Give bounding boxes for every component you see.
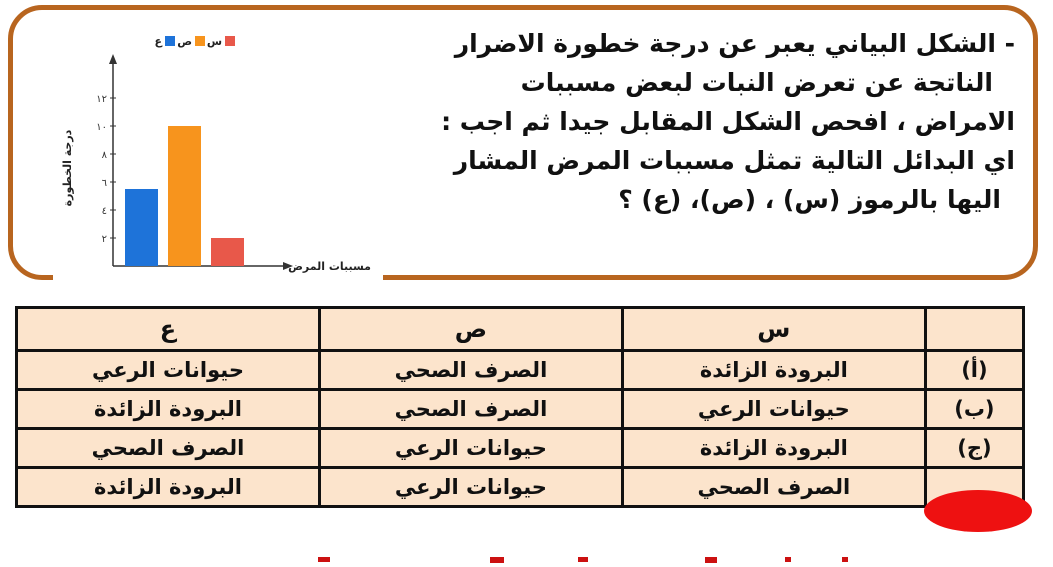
legend-label: س (206, 35, 222, 48)
option-label[interactable]: (ب) (925, 390, 1023, 429)
red-fragment (785, 557, 791, 562)
table-row[interactable] (17, 351, 1024, 390)
table-row[interactable] (17, 390, 1024, 429)
question-line: - الشكل البياني يعبر عن درجة خطورة الاضرار (454, 29, 1015, 58)
legend-swatch (225, 36, 235, 46)
question-line: اي البدائل التالية تمثل مسببات المرض المشار (453, 146, 1015, 175)
table-cell: حيوانات الرعي (17, 351, 320, 390)
option-label[interactable]: (أ) (925, 351, 1023, 390)
legend-swatch (195, 36, 205, 46)
table-row[interactable] (17, 429, 1024, 468)
header-cell-option (925, 308, 1023, 351)
bar-3 (211, 238, 244, 266)
red-fragment (705, 557, 717, 563)
red-fragment (490, 557, 504, 563)
bar-chart-svg (53, 22, 383, 282)
legend-swatch (165, 36, 175, 46)
question-line: الامراض ، افحص الشكل المقابل جيدا ثم اجب : (441, 107, 1015, 136)
legend-label: ع (154, 35, 162, 48)
option-label[interactable]: (ج) (925, 429, 1023, 468)
cropped-text-fragments (0, 557, 1053, 567)
header-cell-ain: ع (17, 308, 320, 351)
y-axis-label: درجة الخطورة (61, 129, 74, 207)
legend-label: ص (177, 35, 192, 48)
red-fragment (842, 557, 848, 562)
question-text (375, 24, 1015, 219)
table-cell: حيوانات الرعي (622, 390, 925, 429)
header-cell-s: س (622, 308, 925, 351)
table-cell: الصرف الصحي (319, 390, 622, 429)
question-line: اليها بالرموز (س) ، (ص)، (ع) ؟ (618, 185, 1001, 214)
x-axis-label: مسببات المرض (288, 260, 371, 273)
table-cell: البرودة الزائدة (17, 390, 320, 429)
table-cell: الصرف الصحي (319, 351, 622, 390)
table-cell: البرودة الزائدة (17, 468, 320, 507)
question-frame (8, 5, 1038, 280)
red-fragment (318, 557, 330, 562)
y-tick-label: ٤ (101, 206, 107, 217)
table-cell: البرودة الزائدة (622, 351, 925, 390)
red-fragment (578, 557, 588, 562)
table-header-row (17, 308, 1024, 351)
y-tick-label: ٢ (101, 234, 107, 245)
header-cell-sad: ص (319, 308, 622, 351)
y-tick-label: ١٢ (96, 94, 107, 105)
bar-1 (125, 189, 158, 266)
table-cell: الصرف الصحي (17, 429, 320, 468)
bar-chart (53, 22, 383, 282)
y-tick-label: ٦ (101, 178, 107, 189)
answer-table (15, 306, 1025, 508)
y-tick-label: ١٠ (96, 122, 107, 133)
answer-highlight-mark[interactable] (924, 490, 1032, 532)
y-tick-label: ٨ (101, 150, 107, 161)
table-cell: حيوانات الرعي (319, 429, 622, 468)
table-cell: الصرف الصحي (622, 468, 925, 507)
table-cell: حيوانات الرعي (319, 468, 622, 507)
bar-2 (168, 126, 201, 266)
table-cell: البرودة الزائدة (622, 429, 925, 468)
table-row[interactable] (17, 468, 1024, 507)
question-line: الناتجة عن تعرض النبات لبعض مسببات (520, 68, 993, 97)
